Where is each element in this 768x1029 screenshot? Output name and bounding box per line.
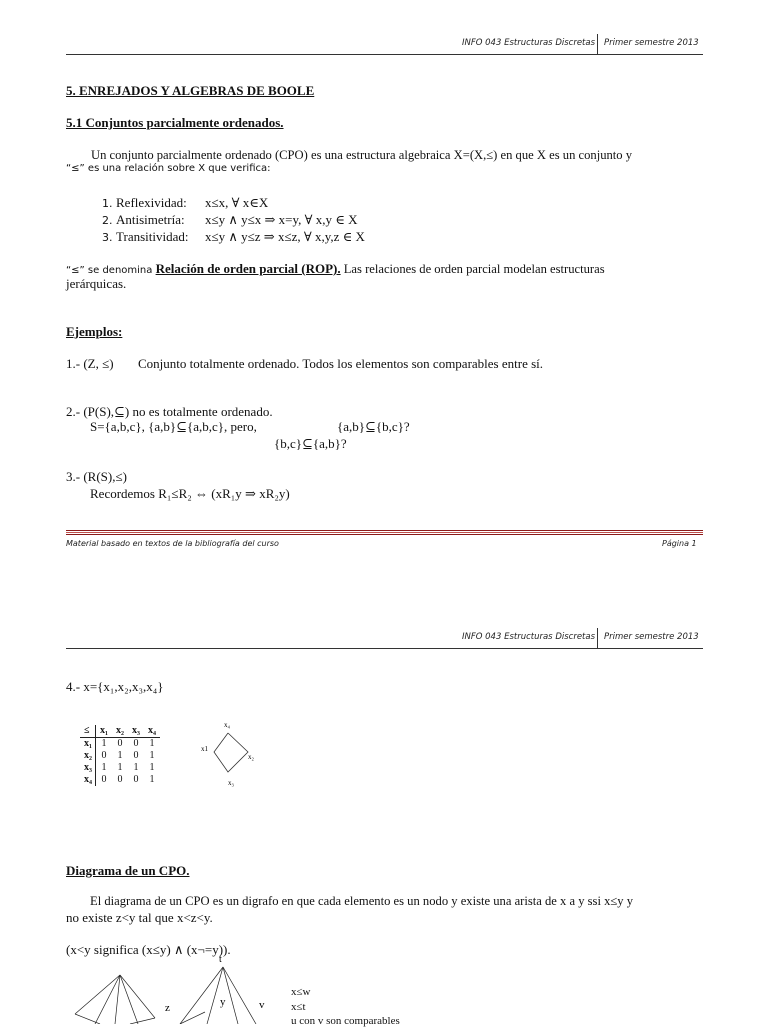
- example-1-text: Conjunto totalmente ordenado. Todos los elementos son comparables entre sí.: [138, 356, 544, 371]
- matrix-col-header: x₁: [96, 725, 113, 738]
- matrix-row: [80, 762, 160, 774]
- graph-label-t: t: [219, 954, 222, 965]
- property-name: Reflexividad:: [116, 195, 187, 210]
- page2-header-divider: [597, 628, 598, 648]
- matrix-cell: 1: [149, 738, 155, 749]
- matrix-cell: 1: [149, 750, 155, 761]
- property-formula: x≤x, ∀ x∈X: [205, 195, 269, 210]
- page1-header-rule: [66, 54, 703, 55]
- matrix-col-header: x₂: [112, 725, 128, 738]
- left-graph-edges: [75, 975, 155, 1024]
- matrix-cell: 1: [101, 738, 107, 749]
- page2-header-course: INFO 043 Estructuras Discretas: [462, 632, 596, 642]
- hasse-diagram: [198, 716, 270, 790]
- matrix-corner: ≤: [80, 725, 96, 738]
- property-number: 3.: [102, 231, 113, 244]
- property-name: Transitividad:: [116, 229, 189, 244]
- page1-header-course: INFO 043 Estructuras Discretas: [462, 38, 596, 48]
- rop-definition-line-2: jerárquicas.: [66, 276, 127, 291]
- matrix-cell: 1: [117, 750, 123, 761]
- graph-label-y: y: [220, 996, 226, 1008]
- matrix-row-label: x₁: [80, 738, 96, 751]
- relation-matrix: [80, 725, 160, 786]
- intro-line-1: Un conjunto parcialmente ordenado (CPO) es una estructura algebraica X=(X,≤) en que X es un conjunto y: [91, 148, 633, 162]
- hasse-edges: [214, 733, 248, 772]
- example-2-question-1: {a,b}⊆{b,c}?: [337, 419, 410, 434]
- page1-header-semester: Primer semestre 2013: [604, 38, 699, 48]
- example-2-line-1: 2.- (P(S),⊆) no es totalmente ordenado.: [66, 404, 273, 419]
- diagram-definition-line-2: no existe z<y tal que x<z<y.: [66, 910, 213, 925]
- matrix-row-label: x₃: [80, 762, 96, 774]
- matrix-cell: 0: [117, 774, 123, 785]
- page1-footer-left: Material basado en textos de la bibliografía del curso: [66, 539, 279, 548]
- example-1-label: 1.- (Z, ≤): [66, 356, 114, 371]
- property-number: 1.: [102, 197, 113, 210]
- section-title: 5. ENREJADOS Y ALGEBRAS DE BOOLE: [66, 83, 315, 98]
- rop-term: Relación de orden parcial (ROP).: [155, 261, 341, 276]
- strict-order-definition: (x<y significa (x≤y) ∧ (x¬=y)).: [66, 942, 231, 957]
- subsection-title: 5.1 Conjuntos parcialmente ordenados.: [66, 115, 284, 130]
- matrix-col-header: x₄: [144, 725, 160, 738]
- graph-label-z: z: [165, 1002, 170, 1014]
- example-2-question-2: {b,c}⊆{a,b}?: [274, 436, 347, 451]
- right-graph-edges: [180, 967, 256, 1024]
- notes-list: [291, 985, 400, 1029]
- matrix-cell: 0: [101, 750, 107, 761]
- matrix-row: [80, 738, 160, 751]
- matrix-cell: 0: [101, 774, 107, 785]
- note-line: x≤t: [291, 1000, 306, 1013]
- matrix-col-header: x₃: [128, 725, 144, 738]
- cpo-digraph: [60, 950, 280, 1024]
- rop-definition-line: [66, 261, 703, 278]
- relation-matrix-header: [80, 725, 160, 738]
- property-name: Antisimetría:: [116, 212, 185, 227]
- example-2-line-2: S={a,b,c}, {a,b}⊆{a,b,c}, pero,: [90, 419, 257, 434]
- hasse-label-right: x₂: [248, 753, 254, 761]
- property-number: 2.: [102, 214, 113, 227]
- hasse-label-left: x1: [201, 745, 208, 753]
- matrix-row: [80, 774, 160, 786]
- example-3-line-1: 3.- (R(S),≤): [66, 469, 127, 484]
- hasse-label-bottom: x₃: [228, 779, 234, 787]
- example-3-line-2: Recordemos R₁≤R₂ ⇔ (xR₁y ⇒ xR₂y): [90, 486, 290, 501]
- property-formula: x≤y ∧ y≤x ⇒ x=y, ∀ x,y ∈ X: [205, 212, 358, 227]
- page2-header-rule: [66, 648, 703, 649]
- matrix-row-label: x₄: [80, 774, 96, 786]
- intro-line-2: “≤” es una relación sobre X que verifica:: [66, 163, 271, 174]
- rop-prefix: “≤” se denomina: [66, 265, 156, 276]
- diagram-title: Diagrama de un CPO.: [66, 863, 190, 878]
- property-formula: x≤y ∧ y≤z ⇒ x≤z, ∀ x,y,z ∈ X: [205, 229, 365, 244]
- page1-footer-rule: [66, 530, 703, 536]
- matrix-cell: 1: [101, 762, 107, 773]
- matrix-cell: 1: [149, 774, 155, 785]
- matrix-row: [80, 750, 160, 762]
- page2-header-semester: Primer semestre 2013: [604, 632, 699, 642]
- matrix-cell: 1: [149, 762, 155, 773]
- note-line: u con v son comparables: [291, 1015, 400, 1027]
- matrix-cell: 0: [133, 738, 139, 749]
- page1-header-divider: [597, 34, 598, 54]
- matrix-cell: 1: [133, 762, 139, 773]
- example-4-label: 4.- x={x₁,x₂,x₃,x₄}: [66, 679, 164, 694]
- rop-suffix: Las relaciones de orden parcial modelan estructuras: [340, 262, 605, 276]
- matrix-row-label: x₂: [80, 750, 96, 762]
- graph-label-v: v: [259, 999, 265, 1011]
- matrix-cell: 0: [117, 738, 123, 749]
- page1-footer-right: Página 1: [662, 539, 697, 548]
- matrix-cell: 0: [133, 750, 139, 761]
- diagram-definition-line-1: El diagrama de un CPO es un digrafo en que cada elemento es un nodo y existe una arista de x a y ssi x≤y y: [90, 894, 634, 908]
- matrix-cell: 0: [133, 774, 139, 785]
- matrix-cell: 1: [117, 762, 123, 773]
- hasse-label-top: x₄: [224, 721, 230, 729]
- examples-title: Ejemplos:: [66, 324, 123, 339]
- note-line: x≤w: [291, 986, 311, 998]
